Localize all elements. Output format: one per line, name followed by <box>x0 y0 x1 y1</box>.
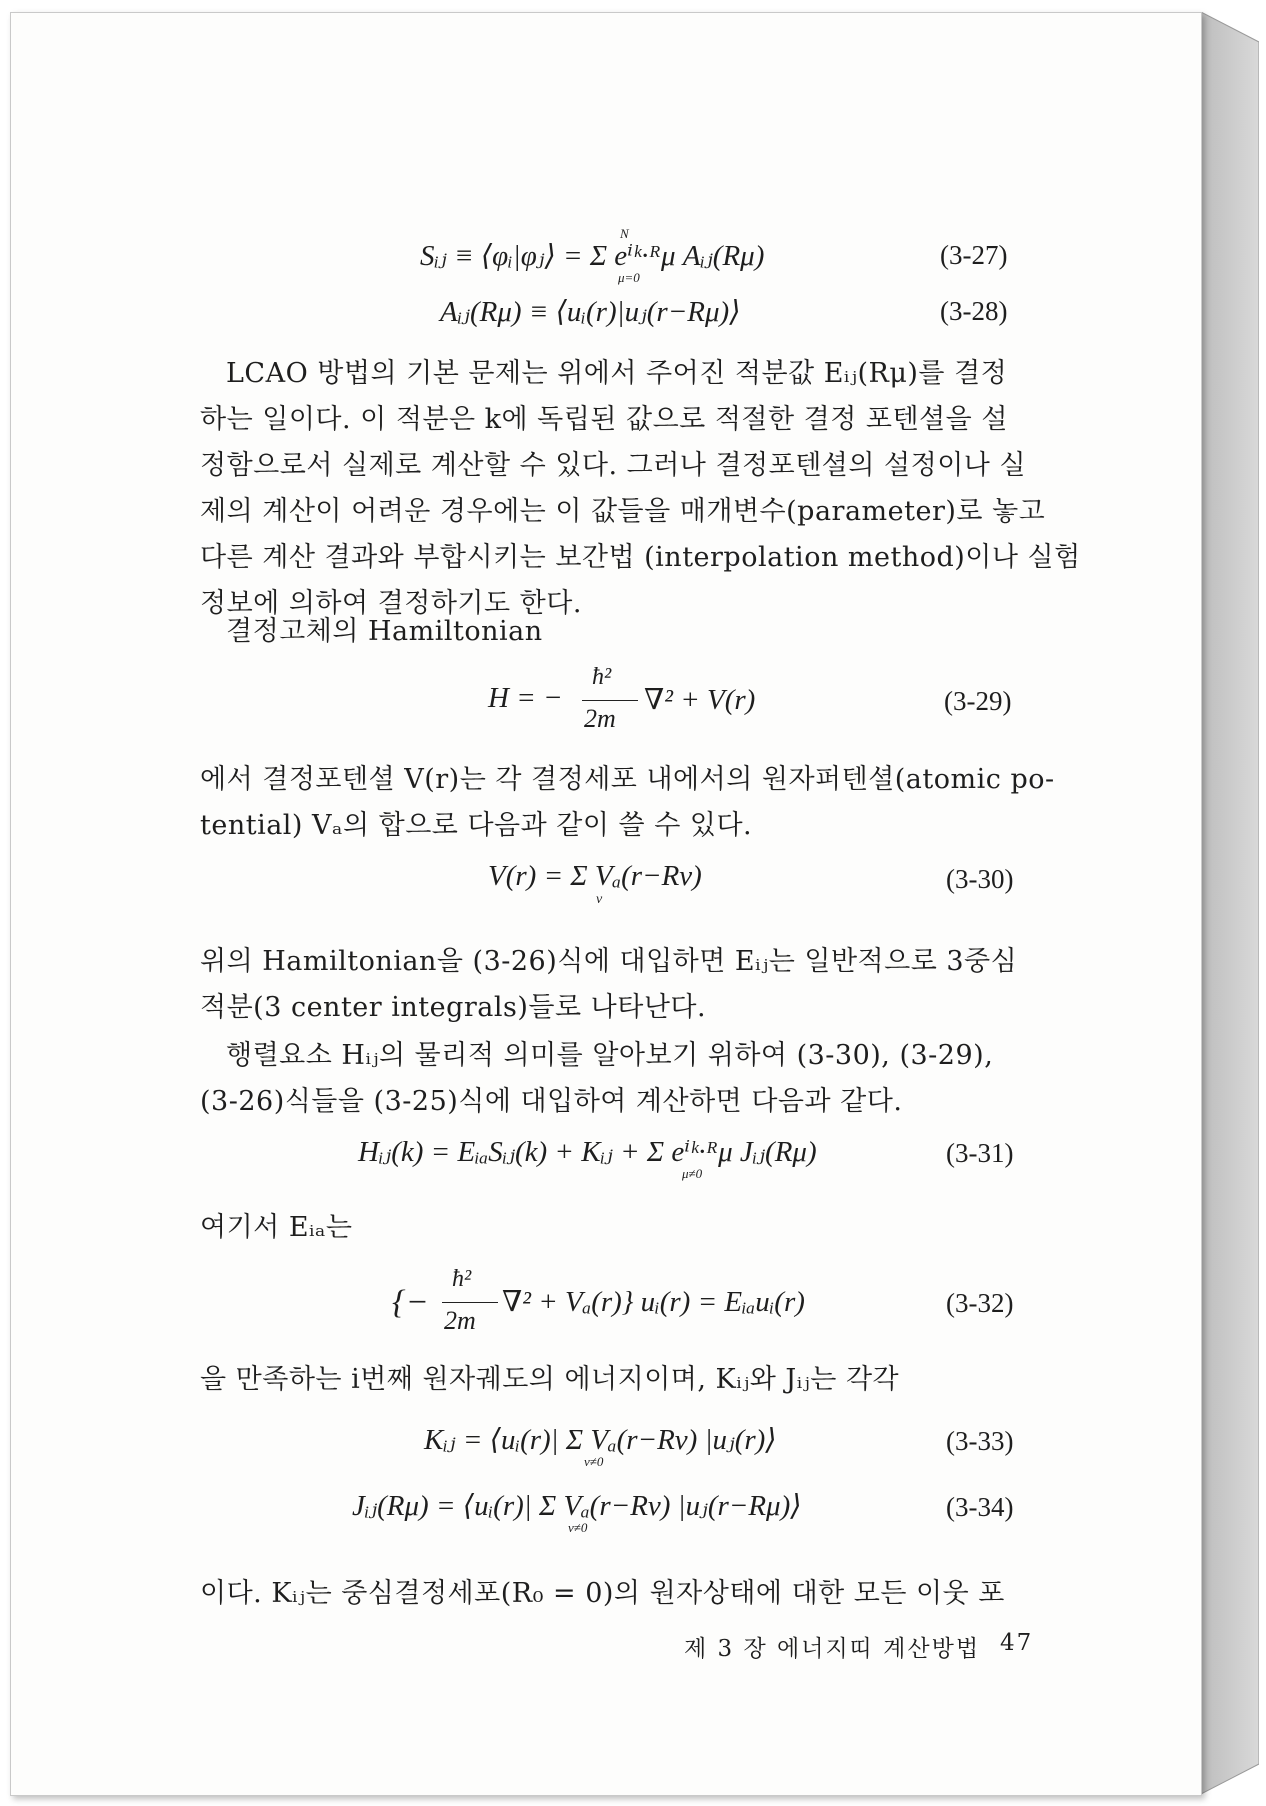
book-spine <box>1201 12 1259 1794</box>
paragraph-line: 정함으로서 실제로 계산할 수 있다. 그러나 결정포텐셜의 설정이나 실 <box>200 450 1027 481</box>
equation-3-27: Sᵢⱼ ≡ ⟨φᵢ|φⱼ⟩ = Σ eⁱᵏ·ᴿμ Aᵢⱼ(Rμ) <box>420 240 765 272</box>
paragraph-line: 에서 결정포텐셜 V(r)는 각 결정세포 내에서의 원자퍼텐셜(atomic po- <box>200 764 1055 795</box>
equation-3-28: Aᵢⱼ(Rμ) ≡ ⟨uᵢ(r)|uⱼ(r−Rμ)⟩ <box>440 296 741 328</box>
equation-3-29-rhs: ∇² + V(r) <box>644 684 756 716</box>
equation-3-33: Kᵢⱼ = ⟨uᵢ(r)| Σ Vₐ(r−Rν) |uⱼ(r)⟩ <box>424 1424 777 1456</box>
paragraph-line: tential) Vₐ의 합으로 다음과 같이 쓸 수 있다. <box>200 810 753 841</box>
paragraph-line: 이다. Kᵢⱼ는 중심결정세포(R₀ = 0)의 원자상태에 대한 모든 이웃 포 <box>200 1578 1005 1609</box>
sum-lower: ν <box>596 892 603 907</box>
running-footer-chapter: 제 3 장 에너지띠 계산방법 <box>684 1636 981 1662</box>
equation-number-3-32: (3-32) <box>946 1288 1014 1318</box>
sum-lower: ν≠0 <box>568 1520 588 1535</box>
equation-number-3-31: (3-31) <box>946 1138 1014 1168</box>
paragraph-line: 적분(3 center integrals)들로 나타난다. <box>200 992 707 1023</box>
equation-3-32-rhs: ∇² + Vₐ(r)} uᵢ(r) = Eᵢₐuᵢ(r) <box>502 1286 805 1318</box>
equation-3-32-lhs: {− <box>392 1284 429 1321</box>
sum-lower: μ=0 <box>618 270 640 285</box>
paragraph-line: 정보에 의하여 결정하기도 한다. <box>200 588 582 619</box>
paragraph-line: 결정고체의 Hamiltonian <box>226 616 543 647</box>
equation-number-3-29: (3-29) <box>944 686 1012 716</box>
paragraph-line: 다른 계산 결과와 부합시키는 보간법 (interpolation method)이나 실험 <box>200 542 1081 573</box>
equation-number-3-28: (3-28) <box>940 296 1008 326</box>
paragraph-line: 여기서 Eᵢₐ는 <box>200 1212 353 1243</box>
paragraph-line: 위의 Hamiltonian을 (3-26)식에 대입하면 Eᵢⱼ는 일반적으로 3중심 <box>200 946 1018 977</box>
fraction-denominator: 2m <box>444 1306 476 1335</box>
equation-3-34: Jᵢⱼ(Rμ) = ⟨uᵢ(r)| Σ Vₐ(r−Rν) |uⱼ(r−Rμ)⟩ <box>352 1490 802 1522</box>
sum-upper: N <box>620 226 629 241</box>
fraction-denominator: 2m <box>584 704 616 733</box>
equation-3-31: Hᵢⱼ(k) = EᵢₐSᵢⱼ(k) + Kᵢⱼ + Σ eⁱᵏ·ᴿμ Jᵢⱼ(Rμ) <box>358 1136 817 1168</box>
page-number: 47 <box>1000 1630 1034 1656</box>
equation-number-3-30: (3-30) <box>946 864 1014 894</box>
sum-lower: μ≠0 <box>682 1166 703 1181</box>
fraction-numerator: ħ² <box>592 664 612 690</box>
equation-number-3-33: (3-33) <box>946 1426 1014 1456</box>
equation-3-29-lhs: H = − <box>488 682 563 714</box>
equation-number-3-34: (3-34) <box>946 1492 1014 1522</box>
equation-3-30: V(r) = Σ Vₐ(r−Rν) <box>488 860 702 892</box>
fraction-bar <box>582 700 638 701</box>
paragraph-line: (3-26)식들을 (3-25)식에 대입하여 계산하면 다음과 같다. <box>200 1086 903 1117</box>
fraction-bar <box>442 1302 498 1303</box>
equation-number-3-27: (3-27) <box>940 240 1008 270</box>
paragraph-line: 행렬요소 Hᵢⱼ의 물리적 의미를 알아보기 위하여 (3-30), (3-29), <box>226 1040 994 1071</box>
paragraph-line: 하는 일이다. 이 적분은 k에 독립된 값으로 적절한 결정 포텐셜을 설 <box>200 404 1008 435</box>
fraction-numerator: ħ² <box>452 1266 472 1292</box>
paragraph-line: LCAO 방법의 기본 문제는 위에서 주어진 적분값 Eᵢⱼ(Rμ)를 결정 <box>226 358 1008 389</box>
paragraph-line: 제의 계산이 어려운 경우에는 이 값들을 매개변수(parameter)로 놓고 <box>200 496 1046 527</box>
page-sheet <box>10 12 1202 1796</box>
sum-lower: ν≠0 <box>584 1454 604 1469</box>
paragraph-line: 을 만족하는 i번째 원자궤도의 에너지이며, Kᵢⱼ와 Jᵢⱼ는 각각 <box>200 1364 900 1395</box>
